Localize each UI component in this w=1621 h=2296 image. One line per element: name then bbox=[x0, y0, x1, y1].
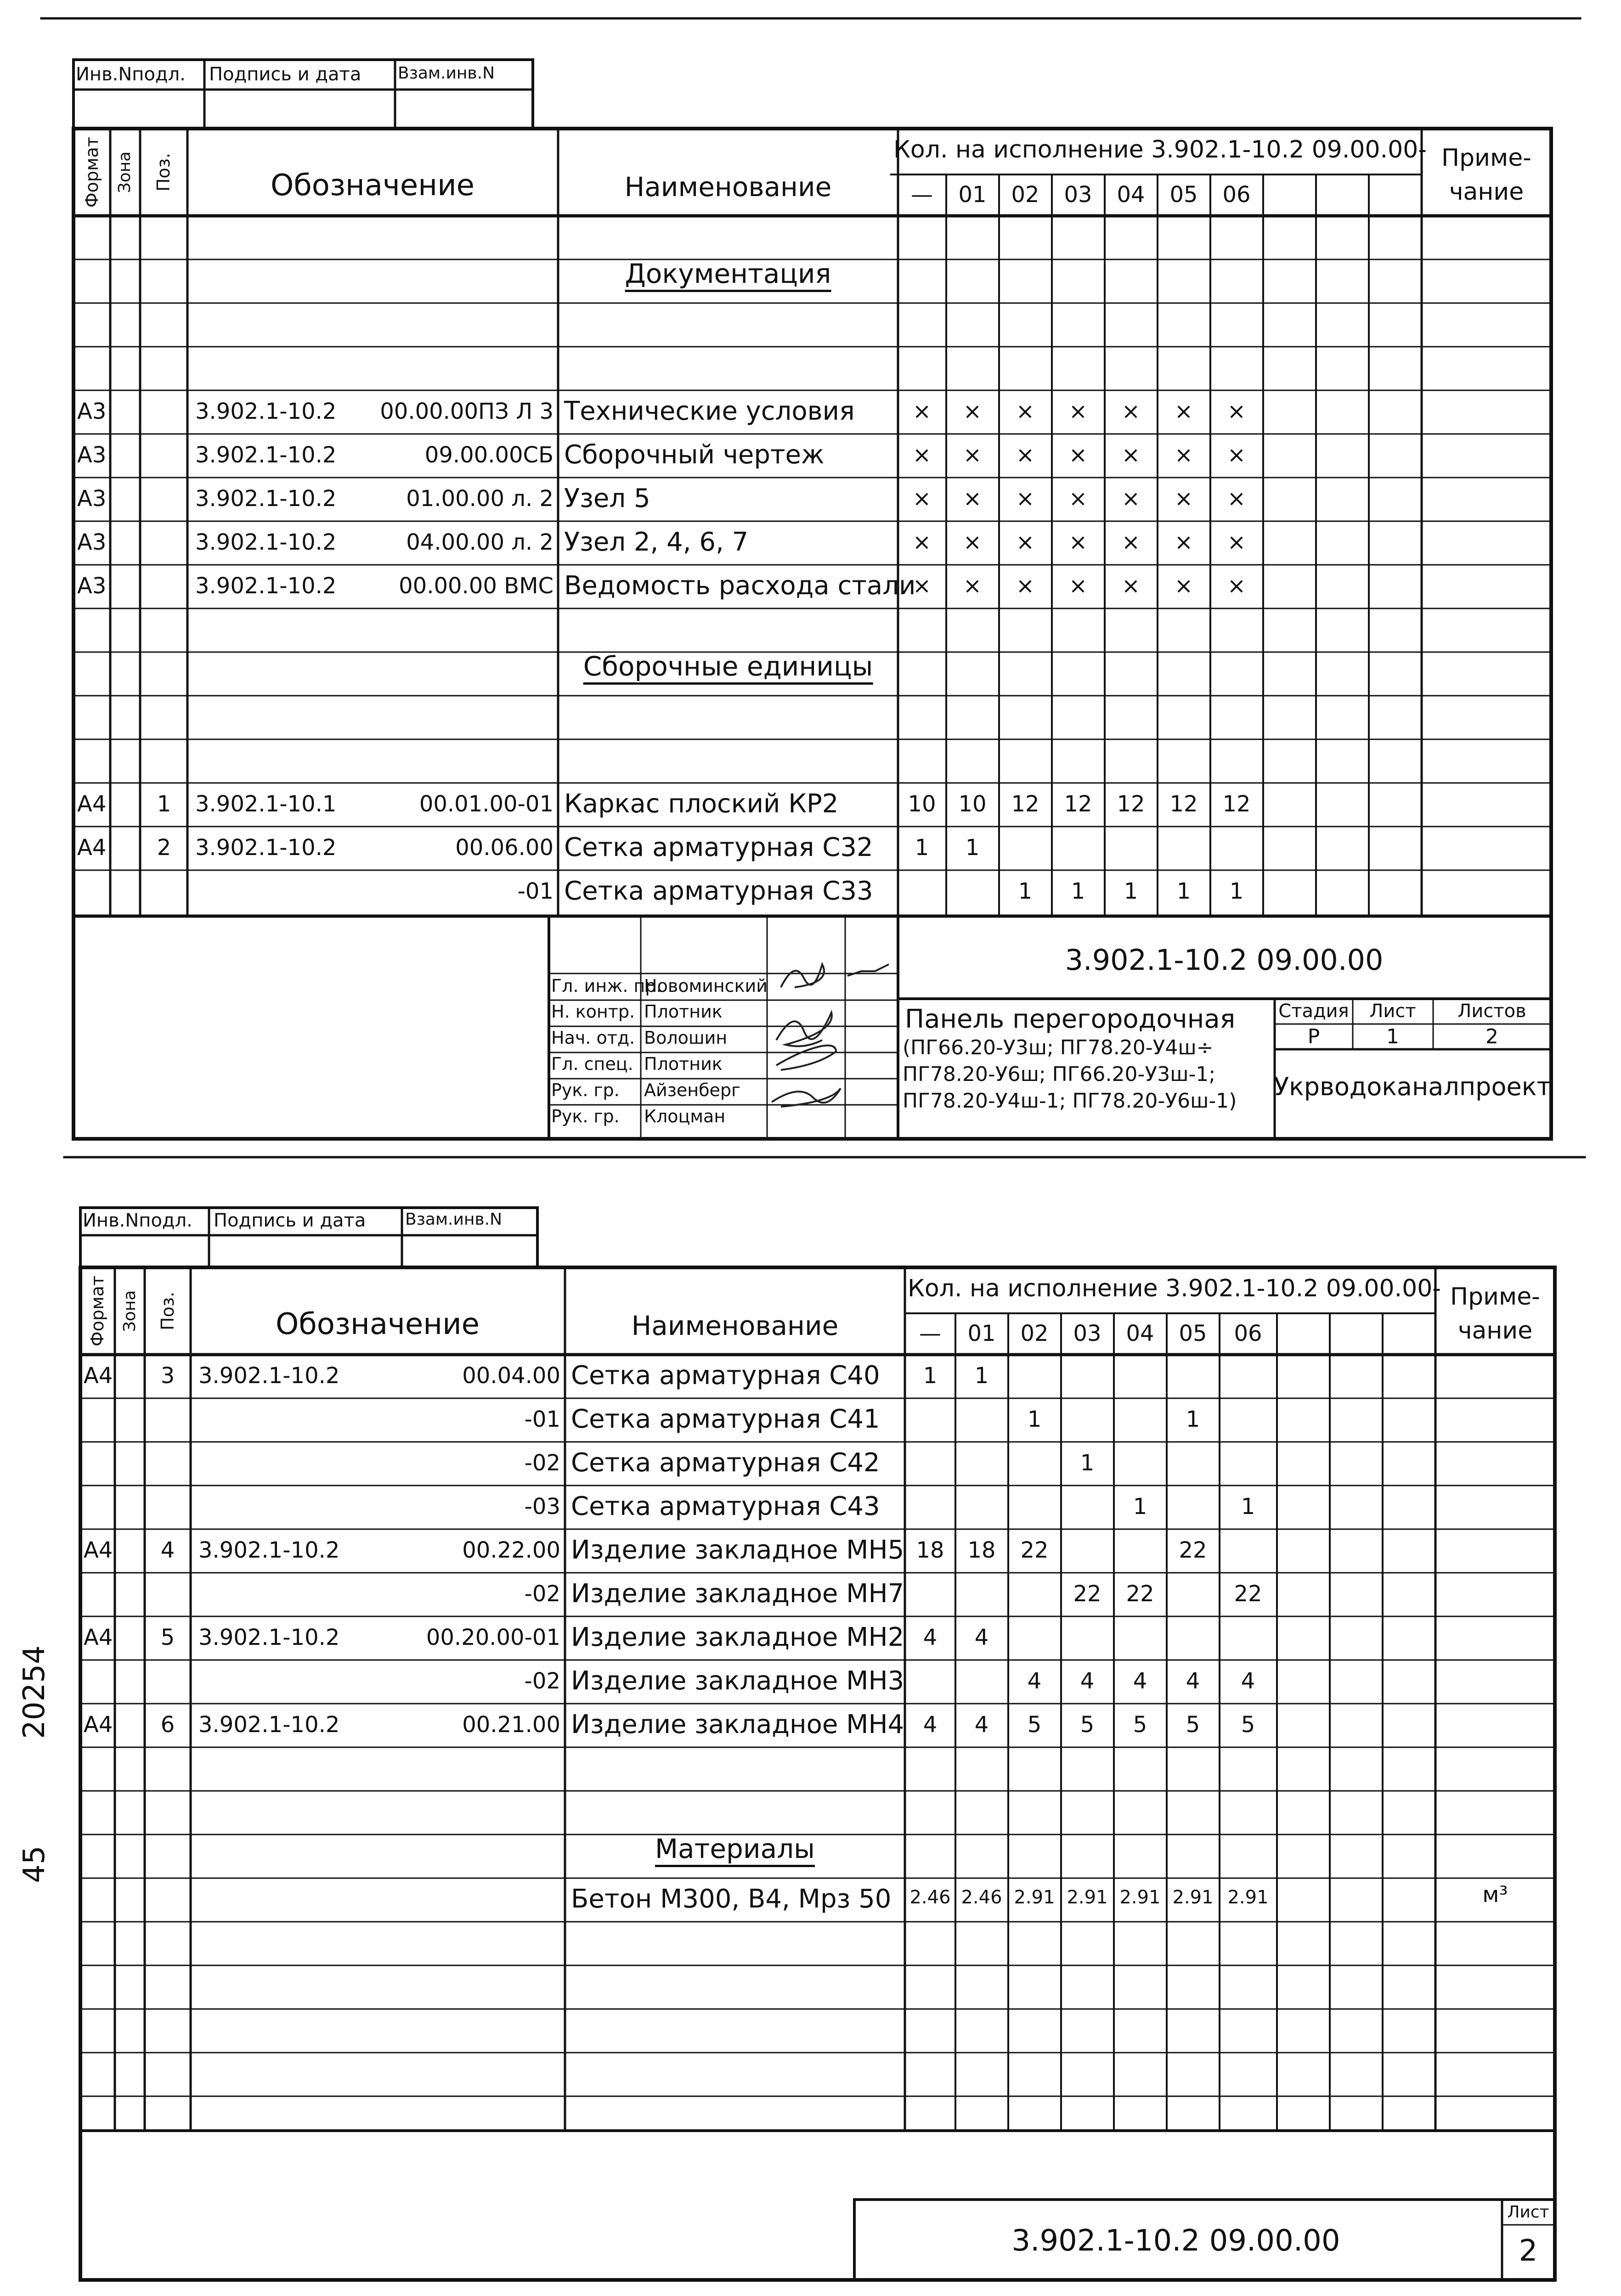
sheet-label: Лист bbox=[1369, 1001, 1416, 1022]
row-qty: × bbox=[963, 399, 982, 424]
row-qty: 1 bbox=[923, 1363, 938, 1389]
product-line-1: Панель перегородочная bbox=[905, 1004, 1236, 1034]
row-code: 3.902.1-10.2 bbox=[195, 529, 337, 555]
row-qty: × bbox=[1121, 573, 1141, 599]
row-qty: 4 bbox=[923, 1712, 938, 1738]
row-suffix: 09.00.00СБ bbox=[424, 442, 554, 468]
variant-header: 06 bbox=[1222, 182, 1251, 208]
signature-marks bbox=[772, 964, 889, 1107]
col-prim-header-2a: Приме- bbox=[1450, 1283, 1540, 1311]
row-qty: 1 bbox=[915, 835, 929, 861]
sheet2-label: Лист bbox=[1507, 2203, 1549, 2222]
row-qty: 4 bbox=[974, 1625, 989, 1650]
row-qty: × bbox=[1121, 486, 1141, 512]
row-qty: 18 bbox=[967, 1537, 996, 1563]
col-naimenovanie-header-2: Наименование bbox=[631, 1310, 839, 1341]
row-qty: × bbox=[1068, 399, 1088, 424]
row-name: Изделие закладное МН4 bbox=[571, 1710, 904, 1739]
section-materials: Материалы bbox=[655, 1835, 815, 1867]
row-name: Сетка арматурная С41 bbox=[571, 1404, 880, 1434]
row-qty: × bbox=[1227, 442, 1246, 468]
row-code: 3.902.1-10.2 bbox=[198, 1363, 340, 1389]
product-line-2: (ПГ66.20-У3ш; ПГ78.20-У4ш÷ bbox=[903, 1036, 1214, 1059]
row-qty: × bbox=[1016, 529, 1035, 555]
row-qty: × bbox=[1174, 486, 1193, 512]
row-qty: × bbox=[1016, 399, 1035, 424]
row-suffix: -01 bbox=[517, 878, 554, 904]
row-format: А4 bbox=[84, 1625, 113, 1650]
variant-header: 04 bbox=[1117, 182, 1145, 208]
row-note: м³ bbox=[1482, 1882, 1508, 1908]
role-label: Гл. инж. пр. bbox=[551, 976, 662, 996]
row-qty: × bbox=[912, 399, 932, 424]
col-oboznachenie-header: Обозначение bbox=[270, 169, 475, 203]
row-code: 3.902.1-10.2 bbox=[195, 486, 337, 512]
row-qty: 5 bbox=[1133, 1712, 1147, 1738]
row-qty: 2.46 bbox=[961, 1887, 1002, 1908]
row-qty: × bbox=[1121, 529, 1141, 555]
row-code: 3.902.1-10.2 bbox=[198, 1537, 340, 1563]
row-name: Каркас плоский КР2 bbox=[564, 789, 839, 819]
row-name: Изделие закладное МН5 bbox=[571, 1535, 904, 1565]
row-qty: × bbox=[1121, 442, 1141, 468]
variant-header: 03 bbox=[1073, 1321, 1101, 1346]
stage-value: Р bbox=[1307, 1025, 1320, 1048]
row-qty: 1 bbox=[974, 1363, 989, 1389]
signer-name: Айзенберг bbox=[644, 1080, 741, 1100]
col-prim-header-2: чание bbox=[1449, 178, 1524, 206]
role-label: Н. контр. bbox=[551, 1002, 635, 1022]
row-qty: 4 bbox=[1080, 1668, 1095, 1694]
row-format: А4 bbox=[84, 1712, 113, 1738]
sheets-value: 2 bbox=[1485, 1025, 1498, 1048]
row-code: 3.902.1-10.2 bbox=[198, 1625, 340, 1650]
row-suffix: 00.01.00-01 bbox=[419, 791, 554, 817]
row-suffix: -01 bbox=[524, 1407, 560, 1432]
role-label: Нач. отд. bbox=[551, 1028, 635, 1048]
row-qty: × bbox=[1227, 573, 1246, 599]
row-format: А4 bbox=[84, 1537, 113, 1563]
row-qty: × bbox=[1227, 529, 1246, 555]
row-qty: 5 bbox=[1027, 1712, 1042, 1738]
row-qty: × bbox=[1068, 529, 1088, 555]
row-qty: 12 bbox=[1222, 791, 1251, 817]
variant-header: 03 bbox=[1064, 182, 1092, 208]
row-suffix: 00.00.00ПЗ Л 3 bbox=[380, 399, 554, 424]
row-name: Технические условия bbox=[564, 396, 855, 426]
variant-header: 02 bbox=[1011, 182, 1039, 208]
row-qty: 1 bbox=[1176, 878, 1191, 904]
col-kol-header-2: Кол. на исполнение 3.902.1-10.2 09.00.00- bbox=[908, 1275, 1441, 1302]
col-zona-header-2: Зона bbox=[120, 1290, 139, 1332]
row-suffix: 00.21.00 bbox=[462, 1712, 560, 1738]
variant-header: 04 bbox=[1126, 1321, 1154, 1346]
row-qty: 4 bbox=[923, 1625, 938, 1650]
signer-name: Волошин bbox=[644, 1028, 728, 1048]
row-qty: 2.46 bbox=[909, 1887, 951, 1908]
row-name: Сборочный чертеж bbox=[564, 440, 825, 470]
sheet2-number: 2 bbox=[1519, 2234, 1538, 2268]
row-format: А3 bbox=[77, 529, 107, 555]
row-suffix: -02 bbox=[524, 1450, 560, 1476]
row-qty: × bbox=[1121, 399, 1141, 424]
role-label: Рук. гр. bbox=[551, 1080, 620, 1100]
row-qty: 5 bbox=[1186, 1712, 1200, 1738]
row-qty: 1 bbox=[1229, 878, 1244, 904]
product-line-3: ПГ78.20-У6ш; ПГ66.20-У3ш-1; bbox=[903, 1063, 1216, 1086]
row-qty: 12 bbox=[1011, 791, 1039, 817]
row-qty: 4 bbox=[1241, 1668, 1255, 1694]
section-documentation: Документация bbox=[625, 260, 831, 292]
row-code: 3.902.1-10.2 bbox=[198, 1712, 340, 1738]
row-name: Сетка арматурная С42 bbox=[571, 1448, 880, 1478]
row-code: 3.902.1-10.2 bbox=[195, 573, 337, 599]
row-suffix: 00.06.00 bbox=[455, 835, 554, 861]
role-label: Гл. спец. bbox=[551, 1054, 633, 1074]
signer-name: Плотник bbox=[644, 1054, 723, 1074]
signer-name: Плотник bbox=[644, 1002, 723, 1022]
row-name: Сетка арматурная С33 bbox=[564, 876, 873, 906]
row-qty: × bbox=[963, 486, 982, 512]
row-qty: 2.91 bbox=[1119, 1887, 1161, 1908]
row-format: А3 bbox=[77, 573, 107, 599]
variant-header: 05 bbox=[1169, 182, 1198, 208]
row-qty: 1 bbox=[1133, 1494, 1147, 1519]
row-qty: × bbox=[1068, 573, 1088, 599]
row-qty: 1 bbox=[1080, 1450, 1095, 1476]
row-name: Сетка арматурная С40 bbox=[571, 1361, 880, 1390]
row-suffix: -02 bbox=[524, 1668, 560, 1694]
row-format: А4 bbox=[77, 835, 107, 861]
row-suffix: 01.00.00 л. 2 bbox=[406, 486, 554, 512]
row-qty: 12 bbox=[1169, 791, 1198, 817]
variant-header: — bbox=[919, 1321, 941, 1346]
col-naimenovanie-header: Наименование bbox=[624, 171, 832, 203]
signer-name: Новоминский bbox=[644, 976, 768, 996]
signer-name: Клоцман bbox=[644, 1106, 726, 1126]
stage-label: Стадия bbox=[1278, 1001, 1349, 1022]
variant-header: — bbox=[911, 182, 933, 208]
row-position: 2 bbox=[157, 835, 171, 861]
variant-header: 05 bbox=[1179, 1321, 1207, 1346]
sheets-label: Листов bbox=[1457, 1001, 1526, 1022]
row-code: 3.902.1-10.2 bbox=[195, 399, 337, 424]
row-qty: 1 bbox=[1186, 1407, 1200, 1432]
row-qty: × bbox=[963, 573, 982, 599]
row-qty: 1 bbox=[1027, 1407, 1042, 1432]
podpis-data-label-1: Подпись и дата bbox=[209, 64, 361, 85]
row-format: А3 bbox=[77, 486, 107, 512]
row-qty: 12 bbox=[1064, 791, 1092, 817]
row-position: 3 bbox=[160, 1363, 175, 1389]
row-code: 3.902.1-10.1 bbox=[195, 791, 337, 817]
col-kol-header: Кол. на исполнение 3.902.1-10.2 09.00.00- bbox=[893, 136, 1427, 163]
inv-podl-label-1: Инв.Nподл. bbox=[76, 64, 186, 85]
row-qty: × bbox=[1068, 442, 1088, 468]
row-name: Ведомость расхода стали bbox=[564, 571, 916, 601]
row-qty: 22 bbox=[1234, 1581, 1262, 1607]
row-qty: × bbox=[1174, 442, 1193, 468]
row-qty: × bbox=[912, 486, 932, 512]
row-qty: 18 bbox=[916, 1537, 944, 1563]
col-prim-header-1: Приме- bbox=[1441, 144, 1531, 172]
row-qty: × bbox=[1016, 573, 1035, 599]
row-qty: 1 bbox=[1018, 878, 1033, 904]
row-qty: 22 bbox=[1020, 1537, 1049, 1563]
row-qty: × bbox=[963, 442, 982, 468]
row-format: А3 bbox=[77, 399, 107, 424]
row-qty: 2.91 bbox=[1014, 1887, 1055, 1908]
row-suffix: 00.00.00 ВМС bbox=[399, 573, 554, 599]
row-qty: 2.91 bbox=[1172, 1887, 1214, 1908]
row-position: 4 bbox=[160, 1537, 175, 1563]
row-qty: × bbox=[1174, 529, 1193, 555]
row-qty: 1 bbox=[965, 835, 980, 861]
row-name: Бетон М300, В4, Мрз 50 bbox=[571, 1884, 892, 1914]
row-qty: × bbox=[912, 442, 932, 468]
row-qty: × bbox=[1174, 399, 1193, 424]
archive-number: 20254 bbox=[17, 1645, 51, 1739]
variant-header: 06 bbox=[1234, 1321, 1262, 1346]
row-format: А4 bbox=[84, 1363, 113, 1389]
row-qty: 12 bbox=[1117, 791, 1145, 817]
row-qty: 1 bbox=[1241, 1494, 1255, 1519]
row-qty: 10 bbox=[908, 791, 936, 817]
row-qty: 4 bbox=[1027, 1668, 1042, 1694]
row-qty: 1 bbox=[1071, 878, 1085, 904]
variant-header: 01 bbox=[967, 1321, 996, 1346]
row-qty: × bbox=[1068, 486, 1088, 512]
designation-sheet2: 3.902.1-10.2 09.00.00 bbox=[1011, 2224, 1340, 2258]
organization: Укрводоканалпроект bbox=[1274, 1072, 1551, 1101]
row-suffix: -03 bbox=[524, 1494, 560, 1519]
product-line-4: ПГ78.20-У4ш-1; ПГ78.20-У6ш-1) bbox=[903, 1089, 1237, 1113]
row-suffix: -02 bbox=[524, 1581, 560, 1607]
row-code: 3.902.1-10.2 bbox=[195, 442, 337, 468]
row-name: Изделие закладное МН7 bbox=[571, 1579, 904, 1609]
row-qty: 22 bbox=[1179, 1537, 1207, 1563]
col-oboznachenie-header-2: Обозначение bbox=[275, 1307, 480, 1341]
row-format: А4 bbox=[77, 791, 107, 817]
row-name: Изделие закладное МН3 bbox=[571, 1666, 904, 1696]
row-qty: 4 bbox=[974, 1712, 989, 1738]
row-qty: 1 bbox=[1124, 878, 1138, 904]
row-position: 5 bbox=[160, 1625, 175, 1650]
row-qty: 4 bbox=[1133, 1668, 1147, 1694]
col-format-header-2: Формат bbox=[87, 1275, 107, 1347]
row-name: Сетка арматурная С32 bbox=[564, 833, 873, 862]
vzam-inv-label-1: Взам.инв.N bbox=[398, 64, 495, 83]
row-qty: 2.91 bbox=[1227, 1887, 1269, 1908]
row-qty: × bbox=[963, 529, 982, 555]
row-name: Узел 2, 4, 6, 7 bbox=[564, 527, 749, 557]
col-poz-header: Поз. bbox=[153, 152, 174, 192]
podpis-data-label-2: Подпись и дата bbox=[214, 1210, 366, 1231]
row-qty: 10 bbox=[958, 791, 987, 817]
row-qty: 5 bbox=[1241, 1712, 1255, 1738]
row-name: Изделие закладное МН2 bbox=[571, 1622, 904, 1652]
role-label: Рук. гр. bbox=[551, 1106, 620, 1126]
row-name: Сетка арматурная С43 bbox=[571, 1491, 880, 1521]
row-qty: × bbox=[912, 573, 932, 599]
row-qty: 22 bbox=[1073, 1581, 1101, 1607]
row-position: 6 bbox=[160, 1712, 175, 1738]
row-name: Узел 5 bbox=[564, 484, 650, 513]
section-assembly-units: Сборочные единицы bbox=[583, 653, 873, 685]
row-format: А3 bbox=[77, 442, 107, 468]
row-qty: × bbox=[1227, 399, 1246, 424]
row-code: 3.902.1-10.2 bbox=[195, 835, 337, 861]
row-qty: × bbox=[1227, 486, 1246, 512]
row-qty: × bbox=[912, 529, 932, 555]
row-qty: × bbox=[1016, 486, 1035, 512]
row-position: 1 bbox=[157, 791, 171, 817]
row-qty: 22 bbox=[1126, 1581, 1154, 1607]
vzam-inv-label-2: Взам.инв.N bbox=[405, 1210, 503, 1229]
variant-header: 02 bbox=[1020, 1321, 1049, 1346]
row-suffix: 00.22.00 bbox=[462, 1537, 560, 1563]
row-qty: 5 bbox=[1080, 1712, 1095, 1738]
col-format-header: Формат bbox=[82, 136, 102, 208]
sheet-value: 1 bbox=[1386, 1025, 1399, 1048]
inv-podl-label-2: Инв.Nподл. bbox=[83, 1210, 192, 1231]
designation-sheet1: 3.902.1-10.2 09.00.00 bbox=[1065, 943, 1384, 977]
row-qty: 4 bbox=[1186, 1668, 1200, 1694]
col-prim-header-2b: чание bbox=[1457, 1317, 1533, 1345]
row-suffix: 00.04.00 bbox=[462, 1363, 560, 1389]
col-poz-header-2: Поз. bbox=[158, 1291, 178, 1331]
row-qty: 2.91 bbox=[1067, 1887, 1108, 1908]
variant-header: 01 bbox=[958, 182, 987, 208]
page-number: 45 bbox=[17, 1846, 51, 1883]
row-qty: × bbox=[1174, 573, 1193, 599]
row-suffix: 04.00.00 л. 2 bbox=[406, 529, 554, 555]
row-suffix: 00.20.00-01 bbox=[426, 1625, 560, 1650]
col-zona-header: Зона bbox=[115, 151, 134, 193]
row-qty: × bbox=[1016, 442, 1035, 468]
